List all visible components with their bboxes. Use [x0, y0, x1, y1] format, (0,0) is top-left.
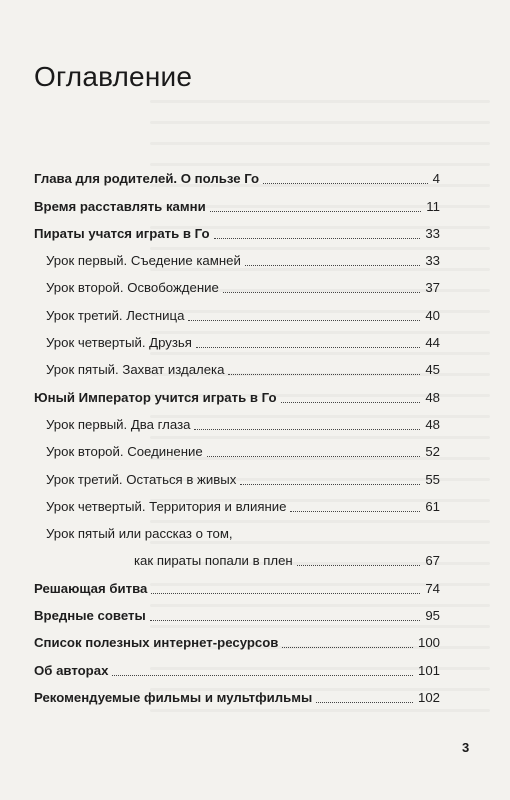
toc-entry-page: 61: [425, 498, 440, 514]
dot-leader: [297, 565, 421, 566]
toc-entry-page: 4: [432, 171, 440, 187]
toc-entry-page: 95: [425, 608, 440, 624]
toc-entry-page: 102: [417, 689, 440, 705]
toc-entry-title-continued: как пираты попали в плен: [134, 553, 293, 569]
toc-entry-page: 11: [426, 198, 440, 214]
toc-entry-title: Список полезных интернет-ресурсов: [34, 635, 279, 651]
toc-entry-page: 67: [425, 553, 440, 569]
toc-entry[interactable]: [34, 163, 440, 190]
dot-leader: [223, 292, 421, 293]
toc-entry-title: Урок третий. Остаться в живых: [46, 471, 237, 487]
dot-leader: [112, 675, 413, 676]
toc-entry-page: 37: [425, 280, 440, 296]
toc-entry-title: Об авторах: [34, 662, 109, 678]
toc-entry-title: Время расставлять камни: [34, 198, 206, 214]
toc-entry[interactable]: [34, 190, 440, 217]
toc-entry[interactable]: [34, 409, 440, 436]
toc-entry-title: Урок четвертый. Друзья: [46, 335, 192, 351]
toc-heading: Оглавление: [34, 61, 193, 92]
toc-entry-title: Вредные советы: [34, 608, 146, 624]
dot-leader: [214, 238, 421, 239]
toc-entry-title: Юный Император учится играть в Го: [34, 389, 277, 405]
toc-entry-title: Решающая битва: [34, 580, 148, 596]
toc-entry-title: Пираты учатся играть в Го: [34, 225, 210, 241]
dot-leader: [196, 347, 420, 348]
dot-leader: [281, 402, 421, 403]
toc-entry[interactable]: [34, 654, 440, 681]
toc-entry[interactable]: [34, 436, 440, 463]
dot-leader: [210, 211, 422, 212]
toc-entry[interactable]: [34, 354, 440, 381]
toc-entry[interactable]: [34, 218, 440, 245]
table-of-contents: [34, 163, 440, 709]
toc-entry-page: 55: [425, 471, 440, 487]
toc-entry[interactable]: [34, 682, 440, 709]
toc-entry-page: 44: [425, 335, 440, 351]
dot-leader: [316, 702, 413, 703]
toc-entry-continuation: [46, 553, 440, 572]
toc-entry-title: Урок первый. Два глаза: [46, 416, 191, 432]
toc-entry[interactable]: [34, 299, 440, 326]
toc-entry-page: 101: [417, 662, 440, 678]
dot-leader: [263, 183, 428, 184]
dot-leader: [245, 265, 421, 266]
toc-entry-page: 40: [425, 307, 440, 323]
toc-entry-title: Урок второй. Соединение: [46, 444, 203, 460]
toc-entry[interactable]: [34, 600, 440, 627]
toc-entry-title: Урок пятый. Захват издалека: [46, 362, 225, 378]
toc-entry-page: 100: [417, 635, 440, 651]
toc-entry[interactable]: [34, 463, 440, 490]
toc-entry-page: 52: [425, 444, 440, 460]
dot-leader: [240, 484, 420, 485]
toc-entry-title: Урок первый. Съедение камней: [46, 253, 241, 269]
dot-leader: [150, 620, 421, 621]
toc-entry[interactable]: [34, 327, 440, 354]
dot-leader: [207, 456, 421, 457]
toc-entry[interactable]: [34, 572, 440, 599]
toc-entry-page: 48: [425, 416, 440, 432]
toc-entry[interactable]: [34, 272, 440, 299]
toc-entry-page: 48: [425, 389, 440, 405]
toc-entry-page: 33: [425, 225, 440, 241]
dot-leader: [188, 320, 420, 321]
toc-entry-title: Урок четвертый. Территория и влияние: [46, 498, 287, 514]
toc-entry[interactable]: [34, 245, 440, 272]
toc-entry[interactable]: [34, 627, 440, 654]
toc-entry-title: Рекомендуемые фильмы и мультфильмы: [34, 689, 313, 705]
dot-leader: [194, 429, 420, 430]
toc-entry-title: Урок пятый или рассказ о том,: [46, 526, 233, 542]
toc-entry[interactable]: [34, 381, 440, 408]
toc-entry[interactable]: [34, 518, 440, 573]
toc-entry-page: 33: [425, 253, 440, 269]
dot-leader: [290, 511, 420, 512]
page-number: 3: [462, 740, 470, 755]
toc-entry-title: Урок второй. Освобождение: [46, 280, 219, 296]
dot-leader: [228, 374, 420, 375]
toc-entry-title: Глава для родителей. О пользе Го: [34, 171, 260, 187]
toc-entry[interactable]: [34, 491, 440, 518]
toc-entry-page: 74: [425, 580, 440, 596]
dot-leader: [282, 647, 413, 648]
toc-entry-page: 45: [425, 362, 440, 378]
toc-entry-title: Урок третий. Лестница: [46, 307, 185, 323]
dot-leader: [151, 593, 420, 594]
